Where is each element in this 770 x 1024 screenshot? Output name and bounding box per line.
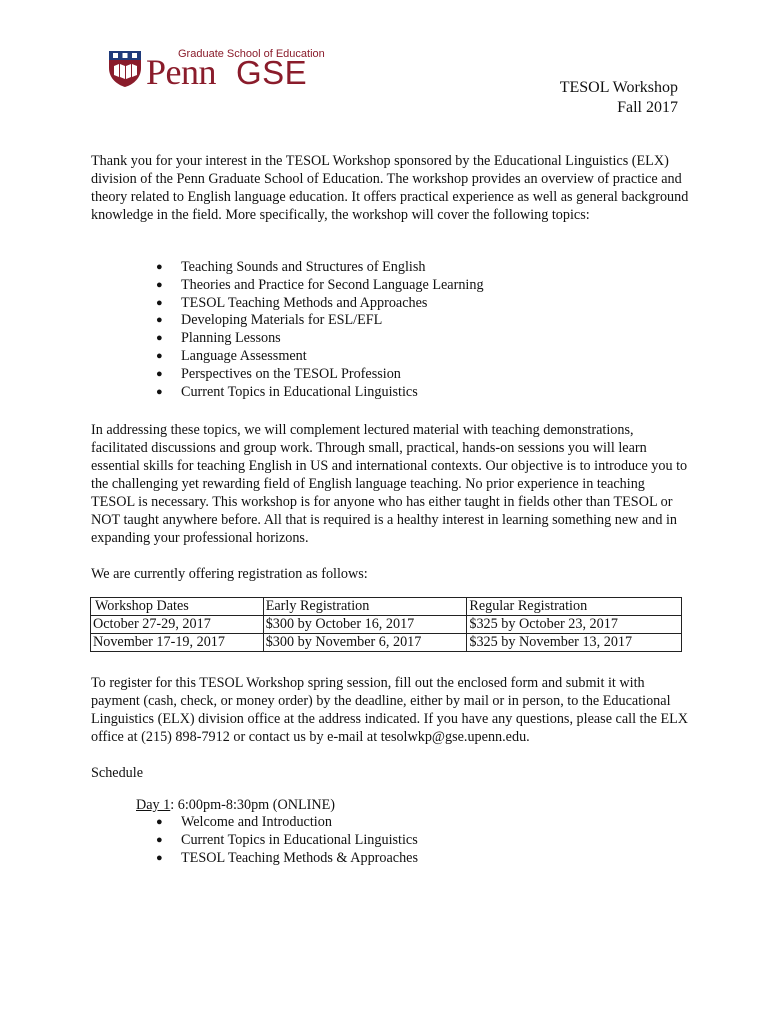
approach-paragraph: In addressing these topics, we will complement lectured material with teaching demonstrations, facilitated discussions and group work. Through small, practical, hands-on sessions you will learn essential skills for teaching English in US and international contexts. Our objective is to introduce you to the challenging yet rewarding field of English language teaching. No prior experience in teaching TESOL is necessary. This workshop is for anyone who has either taught in fields other than TESOL or NOT taught anywhere before. All that is required is a healthy interest in learning something new and in expanding your professional horizons. <box>91 422 688 546</box>
document-title: TESOL Workshop <box>559 79 678 96</box>
table-header-row <box>91 598 682 616</box>
list-item: ● Current Topics in Educational Linguistics <box>156 384 484 402</box>
table-cell: $325 by November 13, 2017 <box>467 634 682 652</box>
day-title <box>136 796 398 814</box>
logo-school-name: Graduate School of Education <box>178 48 325 60</box>
penn-shield-icon <box>108 50 142 88</box>
document-term: Fall 2017 <box>617 99 678 116</box>
list-item: ● Developing Materials for ESL/EFL <box>156 312 484 330</box>
list-item: ● TESOL Teaching Methods and Approaches <box>156 295 484 313</box>
list-item: ● Language Assessment <box>156 348 484 366</box>
list-item: ● TESOL Teaching Methods & Approaches <box>156 850 418 868</box>
day-time: : 6:00pm-8:30pm (ONLINE) <box>170 797 335 813</box>
day-items-list <box>156 814 418 867</box>
list-item: ● Current Topics in Educational Linguistics <box>156 832 418 850</box>
registration-intro: We are currently offering registration as follows: <box>91 566 368 582</box>
table-header-cell: Early Registration <box>263 598 467 616</box>
list-item: ● Theories and Practice for Second Language Learning <box>156 277 484 295</box>
logo-gse-text: GSE <box>236 54 308 91</box>
list-item: ● Perspectives on the TESOL Profession <box>156 366 484 384</box>
list-item: ● Planning Lessons <box>156 330 484 348</box>
table-cell: $300 by November 6, 2017 <box>263 634 467 652</box>
table-cell: November 17-19, 2017 <box>91 634 264 652</box>
table-cell: October 27-29, 2017 <box>91 616 264 634</box>
table-header-cell: Workshop Dates <box>91 598 264 616</box>
penn-gse-logo <box>108 48 325 96</box>
table-row <box>91 616 682 634</box>
list-item: ● Teaching Sounds and Structures of English <box>156 259 484 277</box>
table-row <box>91 634 682 652</box>
day-label: Day 1 <box>136 797 171 813</box>
registration-table <box>90 597 682 652</box>
table-cell: $325 by October 23, 2017 <box>467 616 682 634</box>
topics-list <box>156 259 484 401</box>
list-item: ● Welcome and Introduction <box>156 814 418 832</box>
logo-penn-text: Penn <box>146 52 216 92</box>
register-info-paragraph: To register for this TESOL Workshop spring session, fill out the enclosed form and submit it with payment (cash, check, or money order) by the deadline, either by mail or in person, to the Educational Linguistics (ELX) division office at the address indicated. If you have any questions, please call the ELX office at (215) 898-7912 or contact us by e-mail at tesolwkp@gse.upenn.edu. <box>91 675 689 745</box>
schedule-heading: Schedule <box>91 765 144 781</box>
schedule-day-1 <box>136 796 418 867</box>
table-header-cell: Regular Registration <box>467 598 682 616</box>
document-header <box>560 78 678 118</box>
intro-paragraph: Thank you for your interest in the TESOL Workshop sponsored by the Educational Linguistics (ELX) division of the Penn Graduate School of Education. The workshop provides an overview of practice and theory related to English language education. It offers practical experience as well as general background knowledge in the field. More specifically, the workshop will cover the following topics: <box>91 153 689 223</box>
table-cell: $300 by October 16, 2017 <box>263 616 467 634</box>
